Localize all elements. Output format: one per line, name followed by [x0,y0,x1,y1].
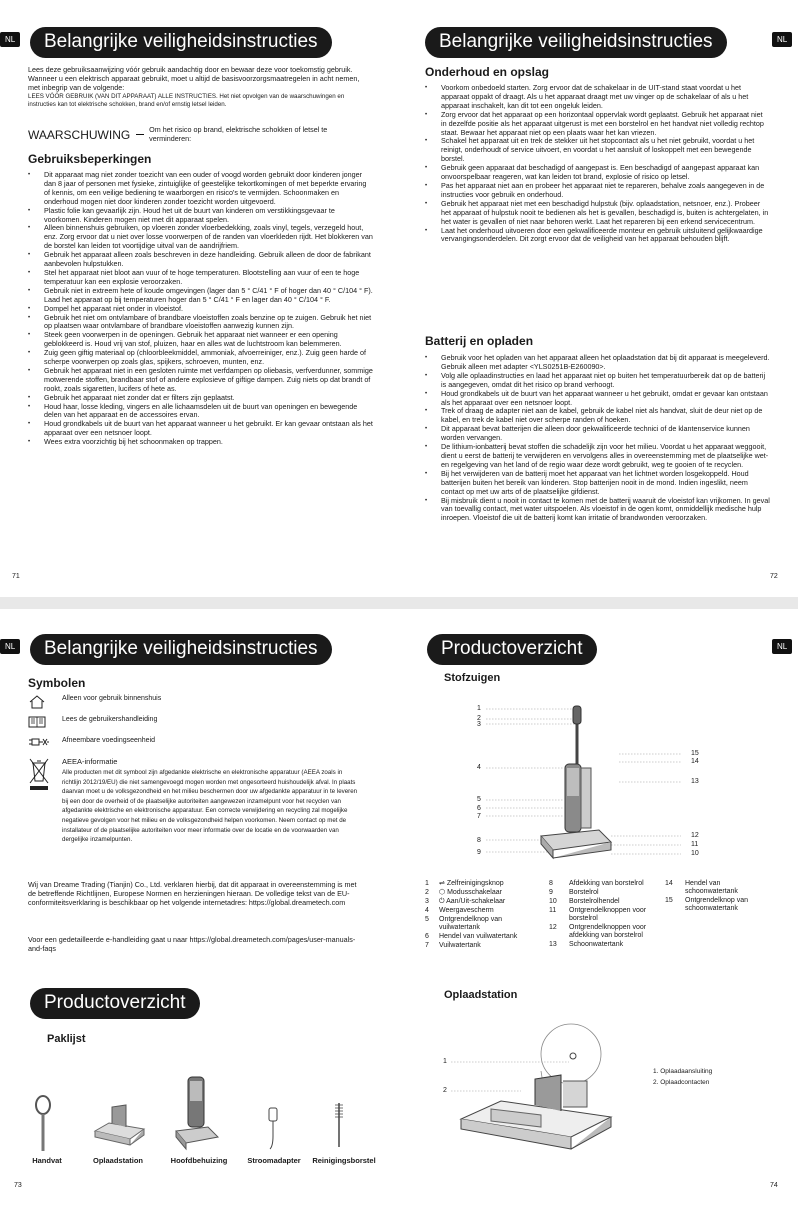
pack-item-label: Reinigingsborstel [312,1156,376,1165]
legend-number: 3 [425,898,429,905]
legend-label: Weergavescherm [439,907,494,914]
legend-row [425,898,545,907]
intro-paragraph: LEES VÓÓR GEBRUIK (VAN DIT APPARAAT) ALLE INSTRUCTIES. Het niet opvolgen van de waarschuwingen en instructies kan tot elektrische schokken, brand en/of ernstig letsel leiden. [28,92,345,108]
maintenance-list [425,84,770,244]
legend-number: 7 [425,942,429,949]
callout-number: 3 [477,721,481,728]
house-icon [28,695,62,711]
symbol-label: Afneembare voedingseenheid [62,737,156,744]
legend-number: 9 [549,889,553,896]
legend-label: Zelfreinigingsknop [446,880,504,887]
pack-item-label: Oplaadstation [92,1156,143,1165]
callout-number: 1 [443,1058,447,1065]
legend-label: Borstelrol [569,889,599,896]
list-item: • Houd grondkabels uit de buurt van het apparaat wanneer u het gebruikt, omdat er gevaar kan ontstaan als het apparaat over een netsnoer loopt. [441,390,770,408]
language-badge: NL [772,32,792,47]
callout-number: 14 [691,758,699,765]
legend-row [549,880,664,889]
legend-row [425,889,545,898]
symbol-label: Alleen voor gebruik binnenshuis [62,695,162,702]
charging-station-diagram [451,1019,631,1169]
page-number: 71 [12,573,20,580]
legend-row [665,897,775,914]
power-adapter-illustration [266,1106,280,1151]
warning-text: Om het risico op brand, elektrische schokken of letsel te verminderen: [149,125,328,143]
callout-number: 5 [477,796,481,803]
legend-row [425,880,545,889]
section-heading: Stofzuigen [444,672,501,684]
list-item: • Gebruik het apparaat niet in een gesloten ruimte met verfdampen op oliebasis, verfverdunner, sommige motwerende stoffen, brandbaar stof of andere explosieve of giftige dampen. Zuig niets op dat brandt of rookt, zoals sigaretten, lucifers of hete as. [44,367,373,394]
list-item: • Gebruik voor het opladen van het apparaat alleen het oplaadstation dat bij dit apparaat is meegeleverd. Gebruik alleen met adapter <YLS0251B-E260090>. [441,354,770,372]
section-heading: Symbolen [28,676,86,690]
language-badge: NL [772,639,792,654]
page-title: Belangrijke veiligheidsinstructies [30,634,332,665]
weee-text: Alle producten met dit symbool zijn afgedankte elektrische en elektronische apparatuur (AEEA zoals in richtlijn 2012/19/EU) die niet samengevoegd mogen worden met ongesorteerd huishoudelijk afval. In plaats daarvan moet u de volksgezondheid en het milieu beschermen door uw afgedankte apparatuur in te leveren bij een door de overheid of de plaatselijke autoriteiten aangewezen inzamelpunt voor het recyclen van afgedankte elektrische en elektronische apparatuur. Een correcte verwijdering en recycling zal mogelijke negatieve gevolgen voor het milieu en de volksgezondheid helpen voorkomen. Neem contact op met de installateur of de plaatselijke autoriteiten voor meer informatie over de locatie en de voorwaarden van dergelijke inzamelpunten. [62,769,358,844]
page-number: 73 [14,1182,22,1189]
list-item: • Bij misbruik dient u nooit in contact te komen met de batterij waaruit de vloeistof kan vrijkomen. In geval van toevallig contact, met water uitspoelen. Als vloeistof in de ogen komt, onmiddellijk medische hulp inroepen. Vloeistof die uit de batterij komt kan irritatie of brandwonden veroorzaken. [441,497,770,524]
legend-row [425,916,545,933]
warning-block [28,126,373,144]
list-item: • Dit apparaat bevat batterijen die alleen door gekwalificeerde technici of de klantenservice kunnen worden vervangen. [441,425,770,443]
list-item: • Steek geen voorwerpen in de openingen. Gebruik het apparaat niet wanneer er een opening geblokkeerd is. Houd vrij van stof, pluizen, haar en alles wat de luchtstroom kan belemmeren. [44,331,373,349]
legend-row [549,907,664,924]
page-title: Belangrijke veiligheidsinstructies [425,27,727,58]
pack-item-label: Stroomadapter [247,1156,301,1165]
legend-col-1 [425,880,545,951]
list-item: • Wees extra voorzichtig bij het schoonmaken op trappen. [44,438,373,447]
legend-number: 15 [665,897,673,904]
legend-row [549,941,664,950]
list-item: • Alleen binnenshuis gebruiken, op vloeren zonder vloerbedekking, zoals vinyl, tegels, verzegeld hout, enz. Zorg ervoor dat u niet over losse voorwerpen of de randen van vloerkleden rijdt. Het blokkeren van de borstel kan leiden tot voortijdige uitval van de aandrijfriem. [44,224,373,251]
symbol-label: Lees de gebruikershandleiding [62,716,158,723]
list-item: • Gebruik niet in extreem hete of koude omgevingen (lager dan 5 ° C/41 ° F of hoger dan 40 ° C/104 ° F). Laad het apparaat op bij temperaturen hoger dan 5 ° C/41 ° F en lager dan 40 ° C/104 ° F. [44,287,373,305]
station-legend-item: 1. Oplaadaansluiting [653,1068,713,1075]
legend-col-3 [665,880,775,914]
list-item: • Stel het apparaat niet bloot aan vuur of te hoge temperaturen. Blootstelling aan vuur of een te hoge temperatuur kan een explosie veroorzaken. [44,269,373,287]
list-item: • Houd grondkabels uit de buurt van het apparaat wanneer u het gebruikt. Er kan gevaar ontstaan als het apparaat over een netsnoer loopt. [44,420,373,438]
legend-label: Ontgrendelknop van vuilwatertank [439,916,503,931]
legend-label: Vuilwatertank [439,942,481,949]
section-heading: Onderhoud en opslag [425,65,550,79]
callout-number: 15 [691,750,699,757]
legend-row [425,933,545,942]
weee-block [28,757,368,845]
legend-row [549,889,664,898]
warning-label: WAARSCHUWING [28,128,131,142]
weee-title: AEEA-informatie [62,757,118,766]
symbol-row [28,695,368,716]
callout-number: 8 [477,837,481,844]
list-item: • Gebruik het apparaat niet met een beschadigd hulpstuk (bijv. oplaadstation, netsnoer, enz.). Probeer het apparaat of hulpstuk nooit te bedienen als het is gevallen, beschadigd is, buiten is achtergelaten, in het water is gevallen of niet naar behoren werkt. Laat het repareren bij een erkend servicecentrum. [441,200,770,227]
list-item: • Pas het apparaat niet aan en probeer het apparaat niet te repareren, behalve zoals aangegeven in de instructies voor gebruik en onderhoud. [441,182,770,200]
legend-number: 8 [549,880,553,887]
page-74 [399,609,798,1206]
page-72 [399,0,798,597]
section-heading: Oplaadstation [444,989,518,1001]
cleaning-brush-illustration [332,1101,346,1149]
legend-number: 13 [549,941,557,948]
legend-label: Ontgrendelknoppen voor borstelrol [569,907,647,922]
legend-row [549,924,664,941]
page-title: Belangrijke veiligheidsinstructies [30,27,332,58]
legend-number: 12 [549,924,557,931]
list-item: • De lithium-ionbatterij bevat stoffen die schadelijk zijn voor het milieu. Voordat u het apparaat weggooit, dient u eerst de batterij te verwijderen en vervolgens alles in overeenstemming met de plaatselijke wet- en regelgeving van het land of de regio waar deze wordt gebruikt, weg te gooien of te recyclen. [441,443,770,470]
legend-label: Afdekking van borstelrol [569,880,644,887]
handle-illustration [32,1095,54,1153]
legend-number: 4 [425,907,429,914]
legend-row [665,880,775,897]
intro-paragraph: Wanneer u een elektrisch apparaat gebruikt, moet u altijd de basisvoorzorgsmaatregelen in acht nemen, met inbegrip van de volgende: [28,73,360,92]
list-item: • Gebruik het apparaat niet zonder dat er filters zijn geplaatst. [44,394,373,403]
list-item: • Gebruik geen apparaat dat beschadigd of aangepast is. Een beschadigd of aangepast apparaat kan onvoorspelbaar reageren, wat kan leiden tot brand, explosie of risico op letsel. [441,164,770,182]
legend-number: 14 [665,880,673,887]
legend-number: 10 [549,898,557,905]
symbols-list [28,695,368,845]
list-item: • Trek of draag de adapter niet aan de kabel, gebruik de kabel niet als handvat, sluit de deur niet op de kabel, en trek de kabel niet over scherpe randen of hoeken. [441,407,770,425]
list-item: • Dit apparaat mag niet zonder toezicht van een ouder of voogd worden gebruikt door kinderen jonger dan 8 jaar of personen met fysieke, zintuiglijke of geestelijke tekortkomingen of met beperkte ervaring of kennis, om een veilige bediening te waarborgen en risico's te vermijden. Schoonmaken en onderhoud mogen niet door kinderen zonder toezicht worden uitgevoerd. [44,171,373,207]
legend-number: 2 [425,889,429,896]
list-item: • Volg alle oplaadinstructies en laad het apparaat niet op buiten het temperatuurbereik dat op de batterij is aangegeven, omdat dit het risico op brand verhoogt. [441,372,770,390]
callout-number: 2 [443,1087,447,1094]
list-item: • Gebruik het apparaat alleen zoals beschreven in deze handleiding. Gebruik alleen de door de fabrikant aanbevolen hulpstukken. [44,251,373,269]
main-body-illustration [172,1073,222,1153]
language-badge: NL [0,639,20,654]
legend-row [549,898,664,907]
manual-link-text[interactable]: Voor een gedetailleerde e-handleiding gaat u naar https://global.dreametech.com/pages/user-manuals-and-faqs [28,935,356,953]
declaration-text: Wij van Dreame Trading (Tianjin) Co., Ltd. verklaren hierbij, dat dit apparaat in overeenstemming is met de betreffende Richtlijnen, Europese Normen en herzieningen hieraan. De volledige tekst van de EU-conformiteitsverklaring is beschikbaar op het volgende internetadres: https://global.dreametech.com [28,880,357,907]
list-item: • Zorg ervoor dat het apparaat op een horizontaal oppervlak wordt geplaatst. Gebruik het apparaat niet in dezelfde positie als het apparaat uitgerust is met een borstelrol en het handvat niet volledig rechtop staat. Bewaar het apparaat niet op een plaats waar het kan vriezen. [441,111,770,138]
callout-number: 2 [477,715,481,722]
callout-number: 4 [477,764,481,771]
legend-number: 5 [425,916,429,923]
page-number: 72 [770,573,778,580]
legend-row [425,942,545,951]
callout-number: 10 [691,850,699,857]
list-item: • Houd haar, losse kleding, vingers en alle lichaamsdelen uit de buurt van openingen en bewegende delen van het apparaat en de accessoires ervan. [44,403,373,421]
legend-number: 6 [425,933,429,940]
legend-number: 11 [549,907,557,914]
packlist-heading: Paklijst [47,1033,86,1045]
legend-col-2 [549,880,664,950]
pack-item-label: Hoofdbehuizing [170,1156,228,1165]
legend-row [425,907,545,916]
battery-list [425,354,770,523]
legend-number: 1 [425,880,429,887]
page-71 [0,0,399,597]
page-73 [0,609,399,1206]
section-heading: Batterij en opladen [425,334,534,348]
callout-number: 11 [691,841,699,848]
legend-label: Hendel van vuilwatertank [439,933,518,940]
mode-icon: ⬡ [439,889,446,896]
list-item: • Zuig geen giftig materiaal op (chloorbleekmiddel, ammoniak, afvoerreiniger, enz.). Zuig geen harde of scherpe voorwerpen op zoals glas, spijkers, schroeven, munten, enz. [44,349,373,367]
page-title: Productoverzicht [427,634,597,665]
list-item: • Gebruik het niet om ontvlambare of brandbare vloeistoffen zoals benzine op te zuigen. Gebruik het niet op plaatsen waar ontvlambare of brandbare vloeistoffen aanwezig kunnen zijn. [44,314,373,332]
power-unit-icon [28,737,62,749]
page-number: 74 [770,1182,778,1189]
list-item: • Plastic folie kan gevaarlijk zijn. Houd het uit de buurt van kinderen om verstikkingsgevaar te voorkomen. Kinderen mogen niet met dit apparaat spelen. [44,207,373,225]
legend-label: Ontgrendelknop van schoonwatertank [685,897,749,912]
legend-label: Aan/Uit-schakelaar [446,898,506,905]
list-item: • Dompel het apparaat niet onder in vloeistof. [44,305,373,314]
legend-label: Hendel van schoonwatertank [685,880,738,895]
section-banner: Productoverzicht [30,988,200,1019]
intro-paragraph: Lees deze gebruiksaanwijzing vóór gebruik aandachtig door en bewaar deze voor toekomstig gebruik. [28,65,353,74]
callout-number: 12 [691,832,699,839]
station-legend-item: 2. Oplaadcontacten [653,1079,710,1086]
list-item: • Laat het onderhoud uitvoeren door een gekwalificeerde monteur en gebruik uitsluitend gelijkwaardige vervangingsonderdelen. Dit zorgt ervoor dat de veiligheid van het apparaat behouden blijft. [441,227,770,245]
list-item: • Bij het verwijderen van de batterij moet het apparaat van het lichtnet worden losgekoppeld. Houd batterijen buiten het bereik van kinderen. Stop batterijen nooit in de mond. Indien ingeslikt, neem contact op met uw arts of de plaatselijke gifdienst. [441,470,770,497]
book-icon [28,716,62,730]
dash-icon [136,134,144,135]
restrictions-list [28,171,373,447]
legend-label: Ontgrendelknoppen voor afdekking van borstelrol [569,924,647,939]
section-heading: Gebruiksbeperkingen [28,152,152,166]
power-icon: ⏻ [439,898,445,905]
vacuum-diagram [481,704,721,864]
symbol-row [28,716,368,737]
callout-number: 1 [477,705,481,712]
callout-number: 13 [691,778,699,785]
legend-label: Modusschakelaar [447,889,502,896]
callout-number: 9 [477,849,481,856]
crossed-bin-icon [28,757,62,793]
language-badge: NL [0,32,20,47]
list-item: • Voorkom onbedoeld starten. Zorg ervoor dat de schakelaar in de UIT-stand staat voordat u het apparaat oppakt of draagt. Als u het apparaat draagt met uw vinger op de schakelaar of als u het apparaat inschakelt, kan dit tot een ongeluk leiden. [441,84,770,111]
legend-label: Borstelrolhendel [569,898,620,905]
legend-label: Schoonwatertank [569,941,624,948]
list-item: • Schakel het apparaat uit en trek de stekker uit het stopcontact als u het niet gebruikt, voordat u het reinigt, onderhoudt of service uitvoert, en voordat u het aansluit of loskoppelt met een bewegende borstel. [441,137,770,164]
intro-text [28,66,373,109]
self-clean-icon: ⇌ [439,880,445,887]
symbol-row [28,737,368,757]
callout-number: 7 [477,813,481,820]
pack-item-label: Handvat [32,1156,62,1165]
callout-number: 6 [477,805,481,812]
charging-station-illustration [92,1101,147,1149]
